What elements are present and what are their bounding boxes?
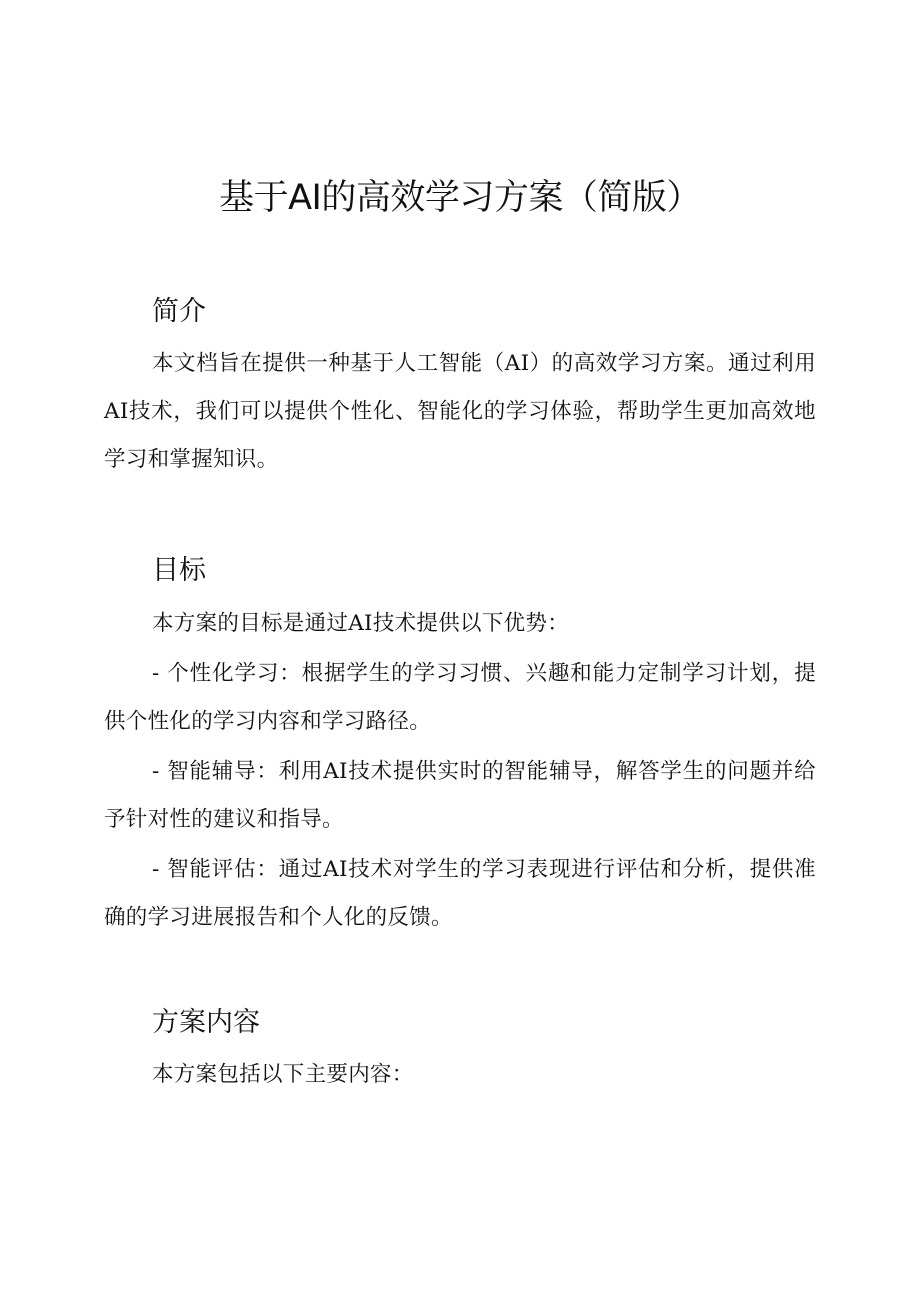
section-heading-intro: 简介 <box>152 296 206 327</box>
goals-intro-paragraph: 本方案的目标是通过AI技术提供以下优势： <box>152 611 570 636</box>
goal-item-smart-tutoring: - 智能辅导：利用AI技术提供实时的智能辅导，解答学生的问题并给予针对性的建议和指导。 <box>104 759 816 832</box>
document-title: 基于AI的高效学习方案（简版） <box>219 178 701 218</box>
section-heading-plan-content: 方案内容 <box>152 1007 260 1038</box>
goal-item-personalized-learning: - 个性化学习：根据学生的学习习惯、兴趣和能力定制学习计划，提供个性化的学习内容和学习路径。 <box>104 661 816 734</box>
intro-paragraph: 本文档旨在提供一种基于人工智能（AI）的高效学习方案。通过利用AI技术，我们可以提供个性化、智能化的学习体验，帮助学生更加高效地学习和掌握知识。 <box>104 351 816 472</box>
goal-item-smart-assessment: - 智能评估：通过AI技术对学生的学习表现进行评估和分析，提供准确的学习进展报告和个人化的反馈。 <box>104 857 816 930</box>
plan-content-paragraph: 本方案包括以下主要内容： <box>152 1062 414 1087</box>
section-heading-goals: 目标 <box>152 555 206 586</box>
